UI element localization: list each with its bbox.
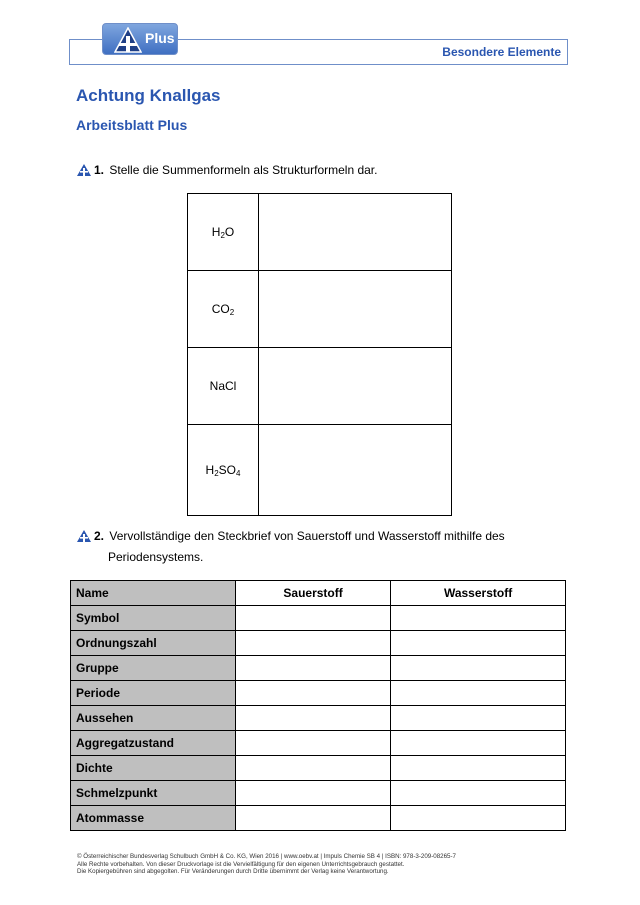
structure-answer-cell[interactable] <box>259 271 452 348</box>
answer-cell[interactable] <box>391 631 566 656</box>
table-row <box>71 631 566 656</box>
table-row <box>71 781 566 806</box>
answer-cell[interactable] <box>236 606 391 631</box>
row-label: Periode <box>71 681 236 706</box>
answer-cell[interactable] <box>236 656 391 681</box>
formula-cell-nacl: NaCl <box>188 348 259 425</box>
task-2-text-line2: Periodensystems. <box>108 550 204 564</box>
table-row <box>71 656 566 681</box>
task-2-text-line1: Vervollständige den Steckbrief von Sauerstoff und Wasserstoff mithilfe des <box>109 529 505 543</box>
plus-logo-triangle-icon <box>114 27 142 53</box>
answer-cell[interactable] <box>236 731 391 756</box>
task-2-instruction <box>77 526 505 568</box>
row-label: Symbol <box>71 606 236 631</box>
footer <box>77 853 456 876</box>
row-label: Schmelzpunkt <box>71 781 236 806</box>
section-title: Besondere Elemente <box>442 45 561 59</box>
footer-rights: Alle Rechte vorbehalten. Von dieser Druckvorlage ist die Vervielfältigung für den eigenen Unterrichtsgebrauch gestattet. <box>77 860 405 868</box>
row-label: Dichte <box>71 756 236 781</box>
page-title: Achtung Knallgas <box>76 86 221 105</box>
answer-cell[interactable] <box>391 781 566 806</box>
formula-row <box>188 194 452 271</box>
table-row <box>71 756 566 781</box>
answer-cell[interactable] <box>391 806 566 831</box>
table-row <box>71 606 566 631</box>
answer-cell[interactable] <box>391 706 566 731</box>
row-label: Aggregatzustand <box>71 731 236 756</box>
answer-cell[interactable] <box>236 681 391 706</box>
answer-cell[interactable] <box>236 806 391 831</box>
column-header-name: Name <box>71 581 236 606</box>
formula-row <box>188 348 452 425</box>
answer-cell[interactable] <box>391 656 566 681</box>
formula-cell-h2so4: $H_2SO_4$ <box>188 425 259 516</box>
task-2-number: 2. <box>94 529 105 543</box>
table-row <box>71 706 566 731</box>
task-1-text: Stelle die Summenformeln als Strukturformeln dar. <box>109 163 378 177</box>
page-subtitle: Arbeitsblatt Plus <box>76 117 188 133</box>
row-label: Ordnungszahl <box>71 631 236 656</box>
answer-cell[interactable] <box>391 606 566 631</box>
footer-disclaimer: Die Kopiergebühren sind abgegolten. Für Veränderungen durch Dritte übernimmt der Verlag keine Verantwortung. <box>77 868 389 875</box>
steckbrief-table <box>70 580 566 831</box>
row-label: Aussehen <box>71 706 236 731</box>
table-row <box>71 731 566 756</box>
row-label: Atommasse <box>71 806 236 831</box>
table-row <box>71 681 566 706</box>
answer-cell[interactable] <box>391 756 566 781</box>
formula-cell-h2o: $H_2O$ <box>188 194 259 271</box>
formula-cell-co2: $CO_2$ <box>188 271 259 348</box>
structure-answer-cell[interactable] <box>259 348 452 425</box>
structure-answer-cell[interactable] <box>259 194 452 271</box>
answer-cell[interactable] <box>391 731 566 756</box>
answer-cell[interactable] <box>236 631 391 656</box>
table-header-row <box>71 581 566 606</box>
formula-table <box>187 193 452 516</box>
blue-triangle-icon <box>77 164 91 176</box>
plus-logo <box>102 23 178 55</box>
answer-cell[interactable] <box>236 756 391 781</box>
answer-cell[interactable] <box>236 781 391 806</box>
answer-cell[interactable] <box>391 681 566 706</box>
blue-triangle-icon <box>77 530 91 542</box>
answer-cell[interactable] <box>236 706 391 731</box>
formula-row <box>188 271 452 348</box>
row-label: Gruppe <box>71 656 236 681</box>
column-header-sauerstoff: Sauerstoff <box>236 581 391 606</box>
structure-answer-cell[interactable] <box>259 425 452 516</box>
task-1-instruction <box>77 160 377 181</box>
footer-copyright: © Österreichischer Bundesverlag Schulbuch GmbH & Co. KG, Wien 2016 | www.oebv.at | Impuls Chemie SB 4 | ISBN: 978-3-209-08265-7 <box>77 853 456 860</box>
column-header-wasserstoff: Wasserstoff <box>391 581 566 606</box>
task-1-number: 1. <box>94 163 105 177</box>
formula-row <box>188 425 452 516</box>
logo-text: Plus <box>145 30 175 46</box>
table-row <box>71 806 566 831</box>
